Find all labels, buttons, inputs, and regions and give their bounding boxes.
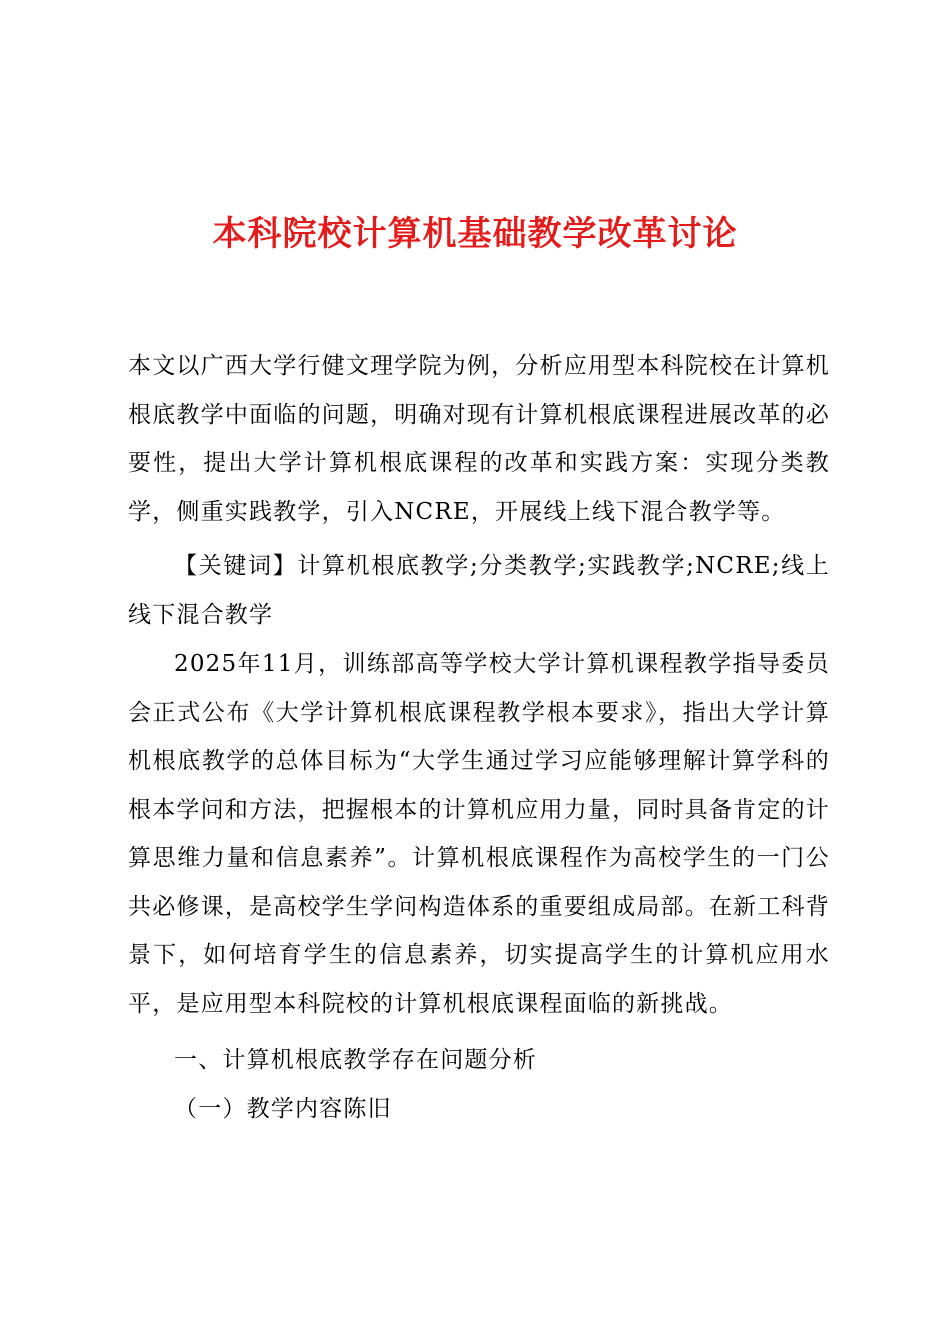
subsection-heading: （一）教学内容陈旧 bbox=[174, 1096, 392, 1122]
document-title: 本科院校计算机基础教学改革讨论 bbox=[212, 214, 738, 254]
keywords-paragraph: 【关键词】计算机根底教学;分类教学;实践教学;NCRE;线上线下混合教学 bbox=[128, 553, 830, 628]
abstract-paragraph: 本文以广西大学行健文理学院为例，分析应用型本科院校在计算机根底教学中面临的问题，明确对现有计算机根底课程进展改革的必要性，提出大学计算机根底课程的改革和实践方案：实现分类教学，侧重实践教学，引入NCRE，开展线上线下混合教学等。 bbox=[128, 353, 830, 525]
section-heading: 一、计算机根底教学存在问题分析 bbox=[174, 1047, 537, 1073]
intro-paragraph: 2025年11月，训练部高等学校大学计算机课程教学指导委员会正式公布《大学计算机根底课程教学根本要求》，指出大学计算机根底教学的总体目标为“大学生通过学习应能够理解计算学科的根本学问和方法，把握根本的计算机应用力量，同时具备肯定的计算思维力量和信息素养”。计算机根底课程作为高校学生的一门公共必修课，是高校学生学问构造体系的重要组成局部。在新工科背景下，如何培育学生的信息素养，切实提高学生的计算机应用水平，是应用型本科院校的计算机根底课程面临的新挑战。 bbox=[128, 651, 830, 1017]
